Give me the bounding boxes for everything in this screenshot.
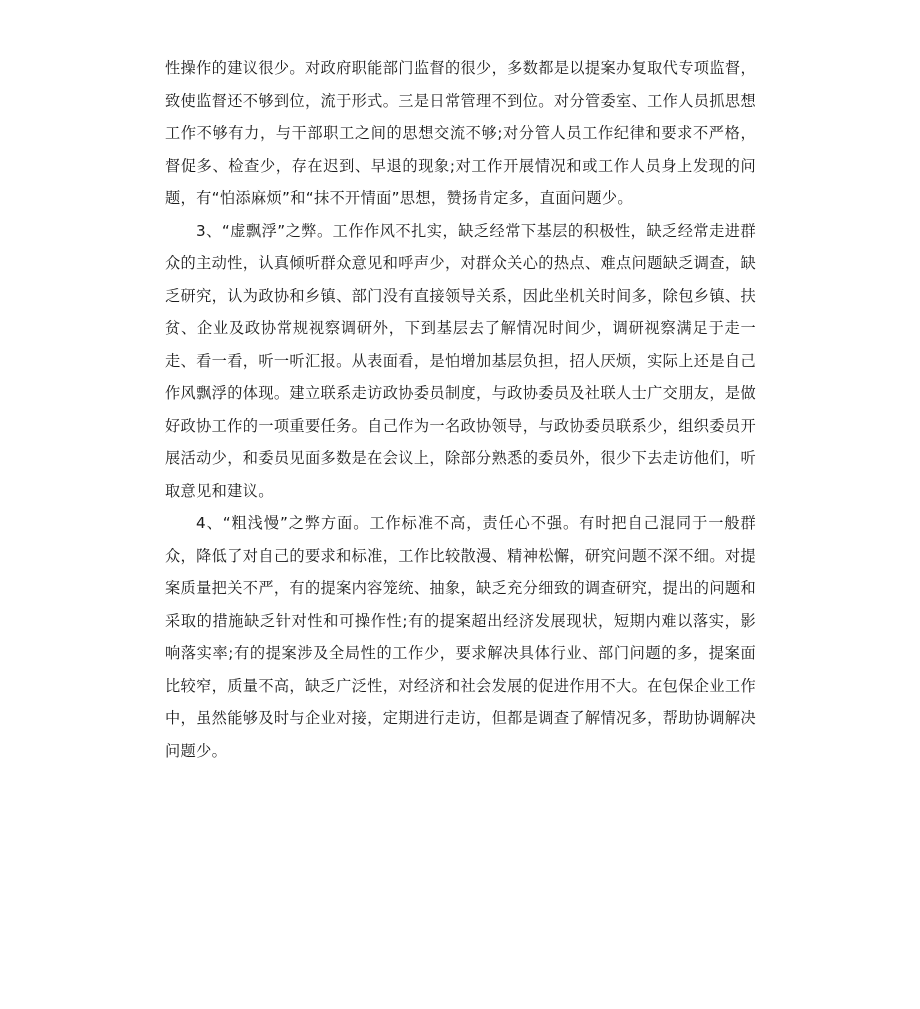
paragraph-point-3: 3、“虚飘浮”之弊。工作作风不扎实，缺乏经常下基层的积极性，缺乏经常走进群众的主动性，认真倾听群众意见和呼声少，对群众关心的热点、难点问题缺乏调查，缺乏研究，认为政协和乡镇、部门没有直接领导关系，因此坐机关时间多，除包乡镇、扶贫、企业及政协常规视察调研外，下到基层去了解情况时间少，调研视察满足于走一走、看一看，听一听汇报。从表面看，是怕增加基层负担，招人厌烦，实际上还是自己作风飘浮的体现。建立联系走访政协委员制度，与政协委员及社联人士广交朋友，是做好政协工作的一项重要任务。自己作为一名政协领导，与政协委员联系少，组织委员开展活动少，和委员见面多数是在会议上，除部分熟悉的委员外，很少下去走访他们，听取意见和建议。 — [165, 221, 756, 500]
paragraph-point-4: 4、“粗浅慢”之弊方面。工作标准不高，责任心不强。有时把自己混同于一般群众，降低了对自己的要求和标准，工作比较散漫、精神松懈，研究问题不深不细。对提案质量把关不严，有的提案内容笼统、抽象，缺乏充分细致的调查研究，提出的问题和采取的措施缺乏针对性和可操作性;有的提案超出经济发展现状，短期内难以落实，影响落实率;有的提案涉及全局性的工作少，要求解决具体行业、部门问题的多，提案面比较窄，质量不高，缺乏广泛性，对经济和社会发展的促进作用不大。在包保企业工作中，虽然能够及时与企业对接，定期进行走访，但都是调查了解情况多，帮助协调解决问题少。 — [165, 514, 756, 760]
paragraph-continuation: 性操作的建议很少。对政府职能部门监督的很少，多数都是以提案办复取代专项监督，致使监督还不够到位，流于形式。三是日常管理不到位。对分管委室、工作人员抓思想工作不够有力，与干部职工之间的思想交流不够;对分管人员工作纪律和要求不严格，督促多、检查少，存在迟到、早退的现象;对工作开展情况和或工作人员身上发现的问题，有“怕添麻烦”和“抹不开情面”思想，赞扬肯定多，直面问题少。 — [165, 59, 756, 207]
document-page — [165, 52, 756, 767]
